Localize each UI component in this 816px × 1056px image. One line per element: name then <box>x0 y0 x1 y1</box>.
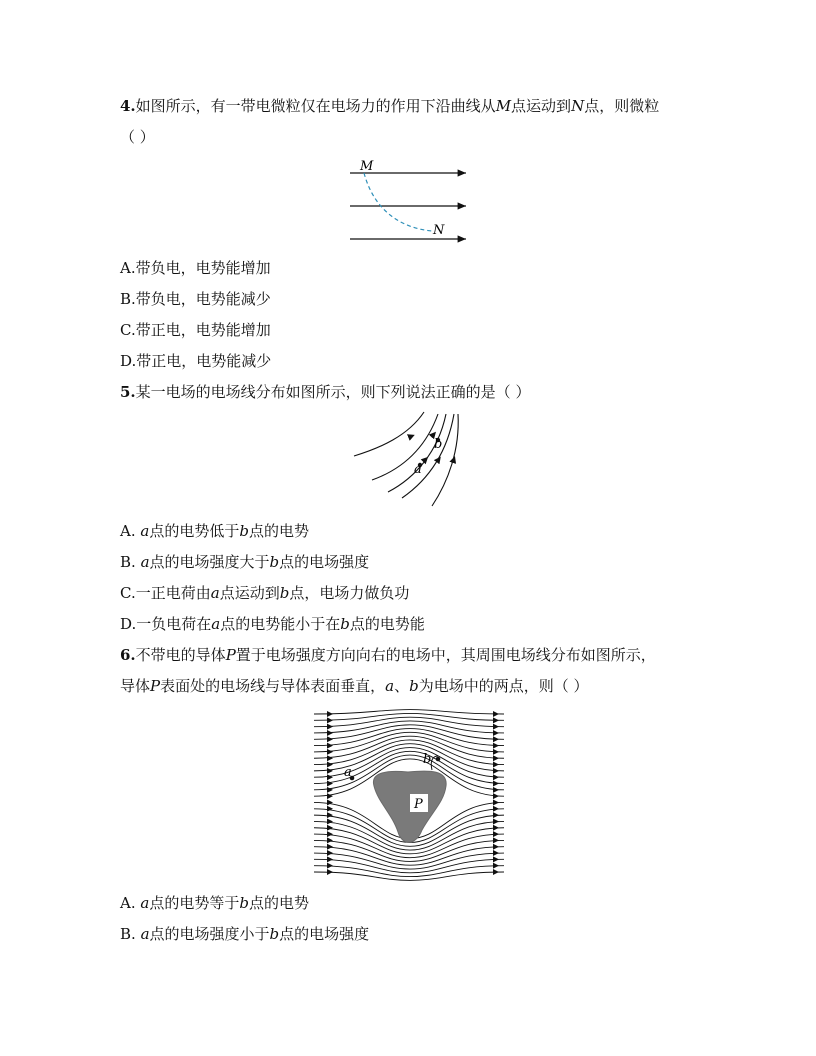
q5-option-d[interactable]: D.一负电荷在a点的电势能小于在b点的电势能 <box>120 615 425 633</box>
q4-label-M: M <box>360 159 374 174</box>
q4-stem: 4.如图所示，有一带电微粒仅在电场力的作用下沿曲线从M点运动到N点，则微粒 <box>120 97 660 115</box>
q5-label-a: a <box>414 462 422 477</box>
q6-stem-line1: 6.不带电的导体P置于电场强度方向向右的电场中，其周围电场线分布如图所示， <box>120 646 656 664</box>
q5-field-line-5 <box>432 414 458 506</box>
q4-figure <box>340 155 480 250</box>
q6-label-b: b <box>423 752 432 767</box>
q4-option-c[interactable]: C.带正电，电势能增加 <box>120 321 271 339</box>
q5-stem: 5.某一电场的电场线分布如图所示，则下列说法正确的是（ ） <box>120 383 531 401</box>
q4-trajectory <box>364 173 432 231</box>
q6-field-line <box>314 840 504 861</box>
q6-figure <box>308 706 508 880</box>
q5-label-b: b <box>434 437 443 452</box>
q5-figure <box>350 410 470 510</box>
q6-label-a: a <box>344 765 352 780</box>
q5-option-a[interactable]: A. a点的电势低于b点的电势 <box>120 522 309 540</box>
q6-field-line <box>314 866 504 877</box>
q4-option-b[interactable]: B.带负电，电势能减少 <box>120 290 271 308</box>
q5-option-b[interactable]: B. a点的电场强度大于b点的电场强度 <box>120 553 370 571</box>
q6-field-line <box>314 721 504 733</box>
q5-field-line-2 <box>372 414 438 480</box>
q6-field-line <box>314 732 504 752</box>
q5-field-line-1 <box>354 412 424 456</box>
q4-option-d[interactable]: D.带正电，电势能减少 <box>120 352 272 370</box>
q6-label-P: P <box>414 797 423 812</box>
q6-field-line <box>314 847 504 866</box>
q5-field-line-3 <box>388 414 446 492</box>
q6-number: 6. <box>120 646 136 664</box>
q6-stem-line2: 导体P表面处的电场线与导体表面垂直，a、b为电场中的两点，则（ ） <box>120 677 589 695</box>
q4-answer-paren: （ ） <box>120 128 155 146</box>
q6-point-b <box>436 757 441 762</box>
q4-label-N: N <box>433 223 445 238</box>
q4-number: 4. <box>120 97 136 115</box>
q6-option-b[interactable]: B. a点的电场强度小于b点的电场强度 <box>120 925 370 943</box>
q6-conductor-P <box>373 771 446 842</box>
q5-number: 5. <box>120 383 136 401</box>
q6-option-a[interactable]: A. a点的电势等于b点的电势 <box>120 894 309 912</box>
q5-option-c[interactable]: C.一正电荷由a点运动到b点，电场力做负功 <box>120 584 410 602</box>
q4-option-a[interactable]: A.带负电，电势能增加 <box>120 259 271 277</box>
